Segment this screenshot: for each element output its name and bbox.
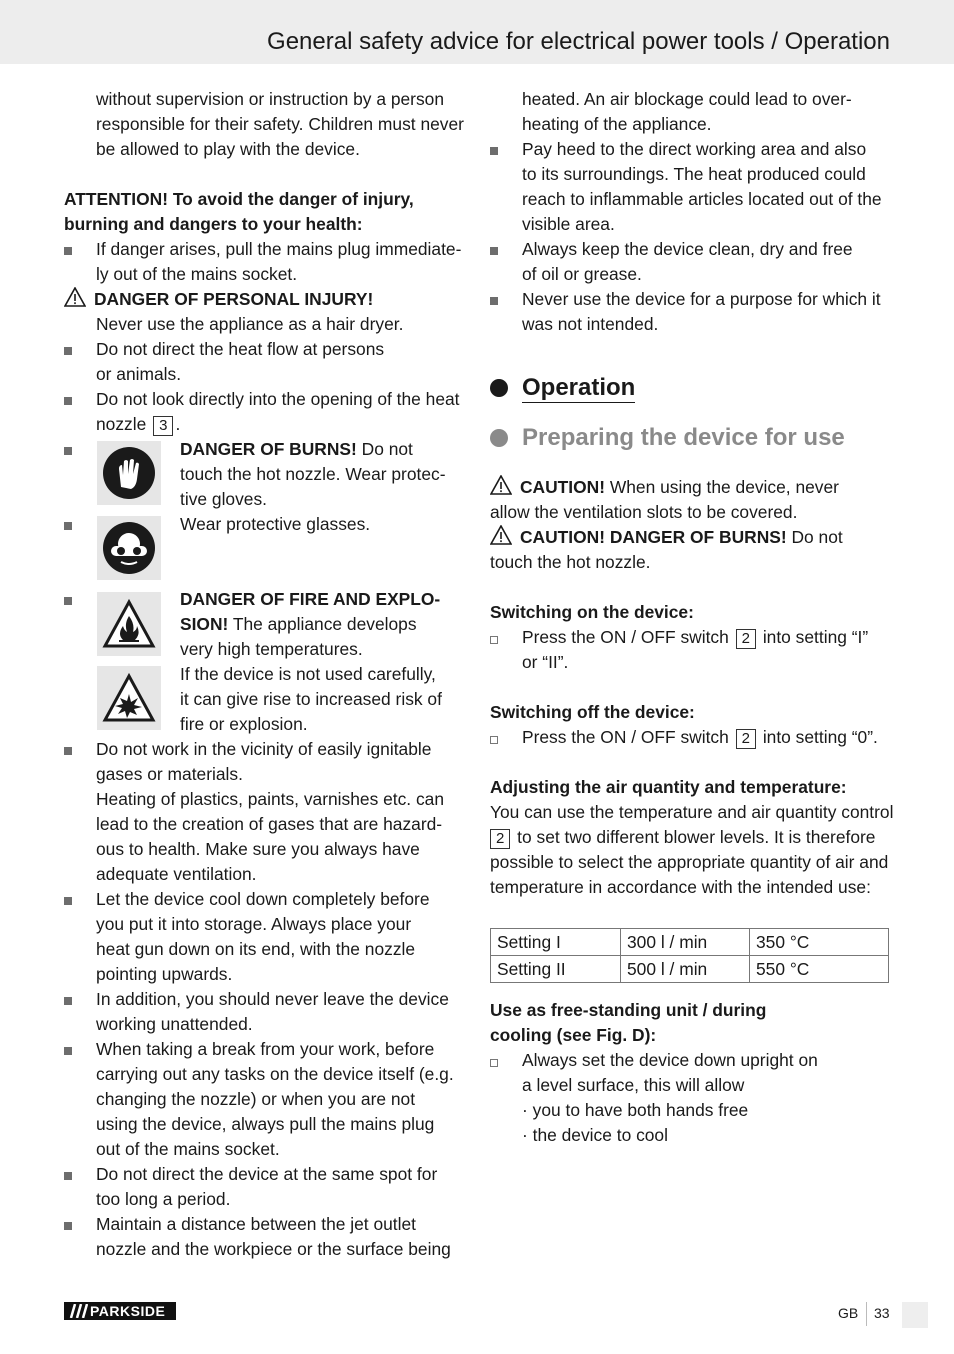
bullet-item: If danger arises, pull the mains plug immediate- — [64, 237, 466, 262]
part-number-badge: 3 — [153, 416, 173, 436]
table-cell: 500 l / min — [621, 956, 750, 983]
divider — [866, 1302, 867, 1326]
bullet-item: Never use the device for a purpose for which it — [490, 287, 892, 312]
table-cell: 300 l / min — [621, 929, 750, 956]
text-line: using the device, always pull the mains plug — [96, 1114, 435, 1134]
text-line: or animals. — [96, 364, 182, 384]
bullet-square-icon — [64, 347, 72, 355]
table-row — [491, 929, 889, 956]
page-title: General safety advice for electrical power tools / Operation — [267, 28, 890, 55]
part-number-badge: 2 — [736, 629, 756, 649]
step-square-icon — [490, 1059, 498, 1067]
step-square-icon — [490, 736, 498, 744]
bullet-item: Do not look directly into the opening of the heat — [64, 387, 466, 412]
free-standing-heading: cooling (see Fig. D): — [490, 1025, 657, 1045]
text-line: Never use the appliance as a hair dryer. — [96, 314, 404, 334]
adjust-heading: Adjusting the air quantity and temperature: — [490, 777, 847, 797]
section-heading-operation: Operation — [490, 375, 892, 409]
text-line: · the device to cool — [522, 1125, 668, 1145]
bullet-square-icon — [490, 247, 498, 255]
text-line: nozzle 3 . — [96, 414, 181, 434]
text-line: lead to the creation of gases that are hazard- — [96, 814, 443, 834]
text-line: heat gun down on its end, with the nozzle — [96, 939, 416, 959]
part-number-badge: 2 — [736, 729, 756, 749]
text-line: without supervision or instruction by a person — [96, 89, 444, 109]
text-line: changing the nozzle) or when you are not — [96, 1089, 416, 1109]
warning-triangle-icon — [490, 475, 512, 495]
page-number: 33 — [874, 1305, 890, 1321]
bullet-square-icon — [64, 897, 72, 905]
text-line: carrying out any tasks on the device itself (e.g. — [96, 1064, 454, 1084]
language-code: GB — [838, 1305, 859, 1321]
bullet-square-icon — [64, 1172, 72, 1180]
text-line: heated. An air blockage could lead to over- — [522, 89, 852, 109]
table-cell: 350 °C — [750, 929, 889, 956]
text-line: was not intended. — [522, 314, 659, 334]
table-cell: Setting I — [491, 929, 621, 956]
text-line: nozzle and the workpiece or the surface being — [96, 1239, 451, 1259]
step-square-icon — [490, 636, 498, 644]
bullet-item: Do not work in the vicinity of easily ignitable — [64, 737, 466, 762]
text-line: working unattended. — [96, 1014, 253, 1034]
text-line: gases or materials. — [96, 764, 243, 784]
fire-explosion-block: DANGER OF FIRE AND EXPLO- SION! The appliance develops very high temperatures. If the device is not used carefully, it can give rise to increased risk of fire or explosion. — [64, 587, 466, 737]
text-line: 2 to set two different blower levels. It is therefore — [490, 825, 892, 850]
caution-ventilation: CAUTION! When using the device, never — [490, 475, 892, 500]
burns-block: DANGER OF BURNS! Do not touch the hot nozzle. Wear protec- tive gloves. — [64, 437, 466, 512]
bullet-item: Maintain a distance between the jet outlet — [64, 1212, 466, 1237]
text-line: heating of the appliance. — [522, 114, 712, 134]
table-row — [491, 956, 889, 983]
switch-off-heading: Switching off the device: — [490, 702, 695, 722]
text-line: possible to select the appropriate quantity of air and — [490, 852, 889, 872]
logo-stripes-icon — [68, 1304, 88, 1318]
bullet-dot-icon — [490, 429, 508, 447]
text-line: temperature in accordance with the intended use: — [490, 877, 871, 897]
bullet-item: In addition, you should never leave the device — [64, 987, 466, 1012]
bullet-square-icon — [64, 1047, 72, 1055]
step-item: Press the ON / OFF switch 2 into setting “I” — [490, 625, 892, 650]
text-line: of oil or grease. — [522, 264, 642, 284]
step-item: Press the ON / OFF switch 2 into setting “0”. — [490, 725, 892, 750]
page-tab — [902, 1302, 928, 1328]
free-standing-heading: Use as free-standing unit / during — [490, 1000, 767, 1020]
attention-heading: burning and dangers to your health: — [64, 214, 363, 234]
text-line: to its surroundings. The heat produced could — [522, 164, 866, 184]
warning-triangle-icon — [64, 287, 86, 307]
bullet-item: Always keep the device clean, dry and free — [490, 237, 892, 262]
bullet-square-icon — [64, 397, 72, 405]
switch-on-heading: Switching on the device: — [490, 602, 694, 622]
danger-personal-injury: DANGER OF PERSONAL INJURY! — [64, 287, 466, 312]
bullet-square-icon — [64, 747, 72, 755]
bullet-item: When taking a break from your work, before — [64, 1037, 466, 1062]
text-line: too long a period. — [96, 1189, 231, 1209]
text-line: be allowed to play with the device. — [96, 139, 360, 159]
table-cell: 550 °C — [750, 956, 889, 983]
text-line: allow the ventilation slots to be covered. — [490, 502, 798, 522]
caution-burns: CAUTION! DANGER OF BURNS! Do not — [490, 525, 892, 550]
text-line: · you to have both hands free — [522, 1100, 749, 1120]
text-line: ly out of the mains socket. — [96, 264, 298, 284]
bullet-dot-icon — [490, 379, 508, 397]
bullet-item: Pay heed to the direct working area and also — [490, 137, 892, 162]
text-line: Heating of plastics, paints, varnishes etc. can — [96, 789, 444, 809]
text-line: or “II”. — [522, 652, 569, 672]
text-line: adequate ventilation. — [96, 864, 257, 884]
text-line: You can use the temperature and air quantity control — [490, 802, 894, 822]
settings-table — [490, 928, 889, 983]
step-item: Always set the device down upright on — [490, 1048, 892, 1073]
text-line: you put it into storage. Always place your — [96, 914, 412, 934]
bullet-item: Do not direct the heat flow at persons — [64, 337, 466, 362]
bullet-square-icon — [64, 247, 72, 255]
bullet-square-icon — [64, 997, 72, 1005]
warning-triangle-icon — [490, 525, 512, 545]
glasses-block: Wear protective glasses. — [64, 512, 466, 587]
attention-heading: ATTENTION! To avoid the danger of injury, — [64, 189, 414, 209]
text-line: reach to inflammable articles located out of the — [522, 189, 882, 209]
part-number-badge: 2 — [490, 829, 510, 849]
text-line: out of the mains socket. — [96, 1139, 280, 1159]
bullet-square-icon — [490, 297, 498, 305]
text-line: a level surface, this will allow — [522, 1075, 745, 1095]
page-header — [0, 0, 954, 64]
text-line: responsible for their safety. Children must never — [96, 114, 464, 134]
right-column — [490, 87, 892, 1148]
section-heading-preparing: Preparing the device for use — [490, 425, 892, 475]
text-line: ous to health. Make sure you always have — [96, 839, 420, 859]
parkside-logo: PARKSIDE — [64, 1302, 176, 1320]
left-column — [64, 87, 466, 1262]
text-line: visible area. — [522, 214, 615, 234]
text-line: pointing upwards. — [96, 964, 233, 984]
bullet-square-icon — [64, 1222, 72, 1230]
bullet-square-icon — [490, 147, 498, 155]
bullet-item: Do not direct the device at the same spot for — [64, 1162, 466, 1187]
bullet-item: Let the device cool down completely before — [64, 887, 466, 912]
table-cell: Setting II — [491, 956, 621, 983]
text-line: touch the hot nozzle. — [490, 552, 651, 572]
